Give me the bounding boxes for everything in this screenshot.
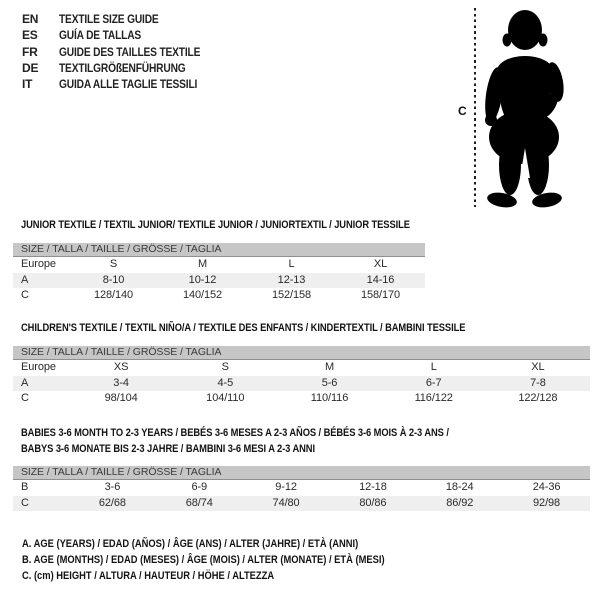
size-value-cell: 140/152 (182, 289, 223, 302)
table-row (13, 391, 590, 407)
legend-footnotes (22, 536, 449, 585)
size-value-cell: 4-5 (217, 376, 234, 389)
row-label: A (21, 273, 29, 286)
babies-size-table (13, 466, 590, 511)
junior-table-title (21, 218, 479, 234)
size-value-cell: 5-6 (321, 376, 338, 389)
language-code: EN (22, 12, 39, 26)
size-value-cell: 104/110 (206, 392, 245, 405)
language-row (22, 11, 225, 27)
size-value-cell: 8-10 (102, 273, 125, 286)
row-label: A (21, 376, 29, 389)
size-value-cell: 24-36 (532, 481, 561, 493)
size-value-cell: S (109, 258, 118, 270)
size-value-cell: L (430, 361, 437, 373)
footnote-text: A. AGE (YEARS) / EDAD (AÑOS) / ÂGE (ANS) / ALTER (JAHRE) / ETÀ (ANNI) (22, 538, 359, 550)
row-label: C (21, 289, 29, 302)
size-value-cell: 152/158 (271, 289, 312, 302)
size-value-cell: 158/170 (360, 289, 401, 302)
table-rows (13, 257, 425, 304)
children-size-table (13, 346, 590, 407)
guide-title: GUIDE DES TAILLES TEXTILE (59, 44, 201, 59)
size-value-cell: 6-9 (191, 481, 208, 493)
size-value-cell: 62/68 (98, 496, 126, 509)
table-row (13, 496, 590, 512)
size-header-bar: SIZE / TALLA / TAILLE / GRÖSSE / TAGLIA (13, 243, 425, 257)
toddler-silhouette-icon (479, 7, 574, 208)
table-row (13, 376, 590, 392)
size-header-bar: SIZE / TALLA / TAILLE / GRÖSSE / TAGLIA (13, 346, 590, 360)
row-label: Europe (21, 361, 56, 373)
table-row (13, 360, 590, 376)
footnote-height-cm (22, 568, 449, 584)
footnote-age-years (22, 536, 449, 552)
size-value-cell: 6-7 (425, 376, 442, 389)
language-code: IT (22, 77, 33, 92)
size-value-cell: XL (373, 258, 388, 270)
language-row (22, 60, 225, 76)
size-value-cell: 7-8 (530, 376, 546, 389)
size-value-cell: 3-6 (104, 481, 121, 493)
row-label: Europe (21, 258, 56, 270)
size-value-cell: 110/116 (310, 392, 349, 405)
size-value-cell: XL (531, 361, 545, 373)
size-value-cell: 14-16 (366, 273, 395, 286)
size-value-cell: 80/86 (359, 496, 387, 509)
babies-table-title-line2: BABYS 3-6 MONATE BIS 2-3 JAHRE / BAMBINI 3-6 MESI A 2-3 ANNI (21, 442, 315, 455)
children-table-title-text: CHILDREN'S TEXTILE / TEXTIL NIÑO/A / TEXTILE DES ENFANTS / KINDERTEXTIL / BAMBINI TESSILE (21, 322, 466, 334)
table-rows (13, 480, 590, 511)
language-row (22, 76, 225, 92)
footnote-age-months (22, 552, 449, 568)
language-code: ES (22, 28, 38, 43)
junior-size-table (13, 243, 425, 304)
size-value-cell: 9-12 (275, 481, 297, 493)
height-measure-label: C (458, 104, 467, 118)
row-label: C (21, 496, 29, 509)
guide-title: TEXTILE SIZE GUIDE (59, 12, 159, 26)
size-value-cell: 122/128 (518, 392, 558, 405)
language-code: FR (22, 44, 38, 59)
table-rows (13, 360, 590, 407)
junior-table-title-text: JUNIOR TEXTILE / TEXTIL JUNIOR/ TEXTILE JUNIOR / JUNIORTEXTIL / JUNIOR TESSILE (21, 219, 410, 231)
size-value-cell: 18-24 (445, 481, 474, 493)
size-value-cell: 12-18 (359, 481, 387, 493)
size-value-cell: 86/92 (446, 496, 474, 509)
size-value-cell: M (324, 361, 335, 373)
table-row (13, 288, 425, 304)
size-value-cell: M (197, 258, 208, 270)
size-value-cell: L (288, 258, 295, 270)
row-label: B (21, 481, 29, 493)
language-row (22, 44, 225, 60)
babies-table-title (21, 426, 524, 457)
table-row (13, 257, 425, 273)
size-value-cell: 74/80 (272, 496, 300, 509)
size-value-cell: 92/98 (533, 496, 561, 509)
size-value-cell: 116/122 (414, 392, 453, 405)
language-header (22, 11, 225, 92)
table-row (13, 480, 590, 496)
size-value-cell: 128/140 (93, 289, 134, 302)
guide-title: GUIDA ALLE TAGLIE TESSILI (59, 77, 198, 92)
size-header-bar: SIZE / TALLA / TAILLE / GRÖSSE / TAGLIA (13, 466, 590, 480)
size-value-cell: 3-4 (113, 376, 129, 389)
footnote-text: B. AGE (MONTHS) / EDAD (MESES) / ÂGE (MOIS) / ALTER (MONATE) / ETÀ (MESI) (22, 554, 385, 567)
size-value-cell: 12-13 (277, 273, 306, 286)
size-value-cell: 98/104 (104, 392, 138, 405)
size-value-cell: 10-12 (188, 273, 217, 286)
height-measure-dashed-line (474, 8, 476, 207)
size-value-cell: 68/74 (185, 496, 213, 509)
row-label: C (21, 392, 29, 405)
children-table-title (21, 321, 544, 337)
language-code: DE (22, 60, 39, 75)
guide-title: TEXTILGRÖßENFÜHRUNG (59, 60, 186, 75)
footnote-text: C. (cm) HEIGHT / ALTURA / HAUTEUR / HÖHE / ALTEZZA (22, 570, 275, 583)
size-value-cell: XS (113, 361, 129, 373)
babies-table-title-line1: BABIES 3-6 MONTH TO 2-3 YEARS / BEBÉS 3-6 MESES A 2-3 AÑOS / BÉBÉS 3-6 MOIS À 2-3 ANS / (21, 427, 449, 439)
size-value-cell: S (221, 361, 229, 373)
guide-title: GUÍA DE TALLAS (59, 28, 142, 43)
language-row (22, 27, 225, 43)
table-row (13, 273, 425, 289)
